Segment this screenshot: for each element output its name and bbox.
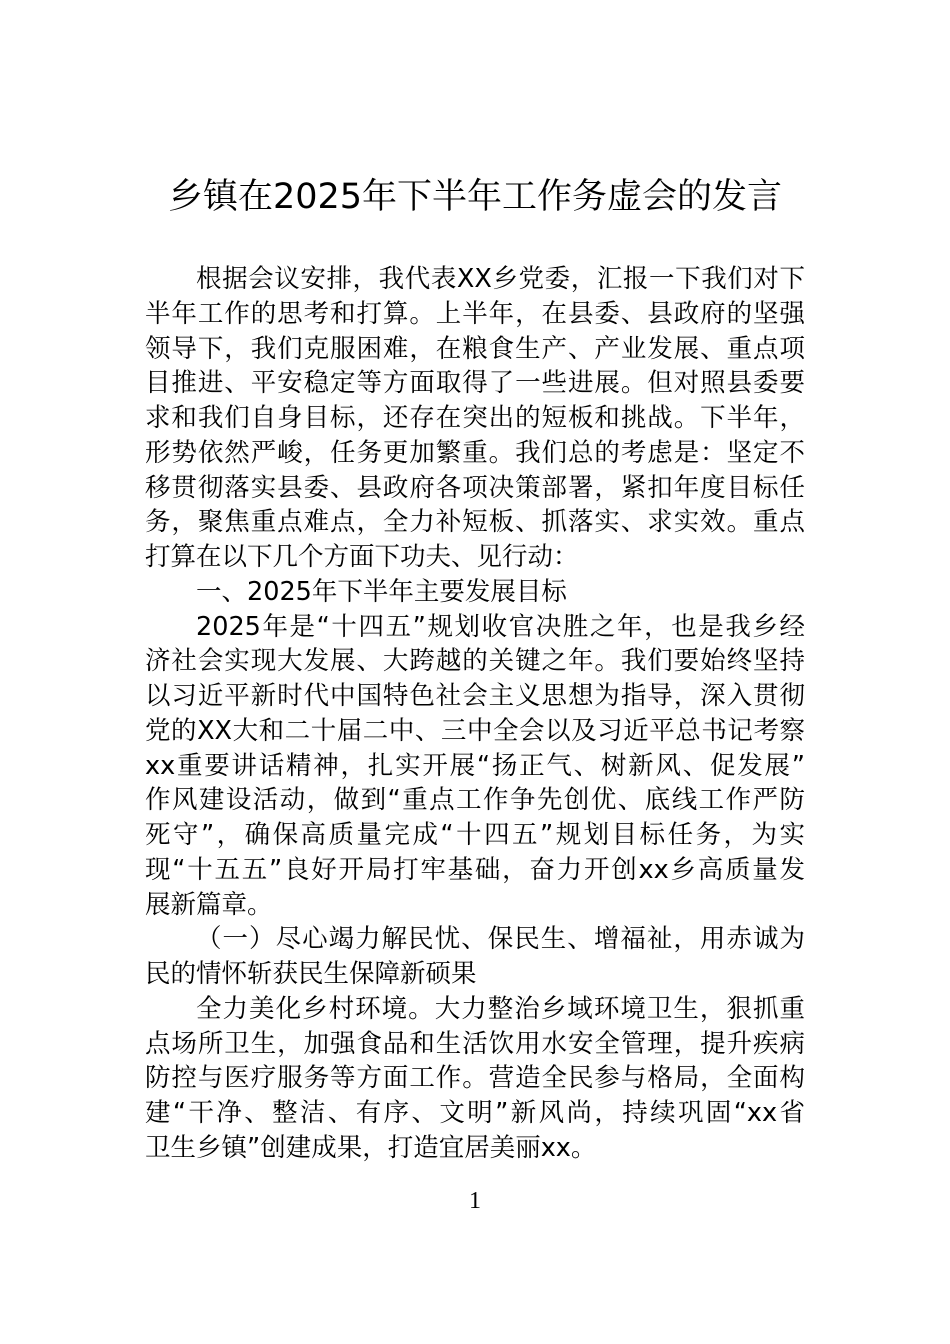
text-line: 点场所卫生，加强食品和生活饮用水安全管理，提升疾病 — [145, 1028, 805, 1059]
text-line: 展新篇章。 — [145, 889, 273, 920]
document-title: 乡镇在2025年下半年工作务虚会的发言 — [167, 177, 783, 217]
text-line: 半年工作的思考和打算。上半年，在县委、县政府的坚强 — [145, 298, 805, 329]
paragraph — [145, 575, 805, 610]
text-line: 死守”，确保高质量完成“十四五”规划目标任务，为实 — [145, 820, 805, 850]
text-line: 济社会实现大发展、大跨越的关键之年。我们要始终坚持 — [145, 646, 805, 677]
text-line: 目推进、平安稳定等方面取得了一些进展。但对照县委要 — [145, 368, 805, 399]
text-line: 防控与医疗服务等方面工作。营造全民参与格局，全面构 — [145, 1063, 805, 1094]
text-line: 移贯彻落实县委、县政府各项决策部署，紧扣年度目标任 — [145, 472, 805, 503]
paragraph — [145, 922, 805, 992]
paragraph — [145, 992, 805, 1166]
text-line: 卫生乡镇”创建成果，打造宜居美丽xx。 — [145, 1132, 597, 1163]
paragraph — [145, 610, 805, 923]
text-line: xx重要讲话精神，扎实开展“扬正气、树新风、促发展” — [145, 750, 805, 781]
text-line: 打算在以下几个方面下功夫、见行动： — [145, 542, 579, 572]
text-line: 作风建设活动，做到“重点工作争先创优、底线工作严防 — [145, 785, 805, 816]
document-body — [145, 262, 805, 1166]
text-line: 2025年是“十四五”规划收官决胜之年，也是我乡经 — [196, 611, 805, 642]
text-line: 以习近平新时代中国特色社会主义思想为指导，深入贯彻 — [145, 681, 805, 711]
text-line: 求和我们自身目标，还存在突出的短板和挑战。下半年， — [145, 403, 805, 433]
text-line: 现“十五五”良好开局打牢基础，奋力开创xx乡高质量发 — [145, 854, 805, 885]
text-line: 建“干净、整洁、有序、文明”新风尚，持续巩固“xx省 — [145, 1098, 805, 1128]
page-number: 1 — [469, 1188, 481, 1214]
text-line: 形势依然严峻，任务更加繁重。我们总的考虑是：坚定不 — [145, 437, 805, 468]
text-line: 根据会议安排，我代表XX乡党委，汇报一下我们对下 — [196, 264, 805, 294]
text-line: 全力美化乡村环境。大力整治乡域环境卫生，狠抓重 — [196, 993, 805, 1024]
text-line: 务，聚焦重点难点，全力补短板、抓落实、求实效。重点 — [145, 507, 805, 538]
text-line: （一）尽心竭力解民忧、保民生、增福祉，用赤诚为 — [196, 924, 805, 955]
text-line: 民的情怀斩获民生保障新硕果 — [145, 959, 477, 989]
text-line: 党的XX大和二十届二中、三中全会以及习近平总书记考察 — [145, 715, 805, 746]
text-line: 领导下，我们克服困难，在粮食生产、产业发展、重点项 — [145, 333, 805, 364]
paragraph — [145, 262, 805, 575]
text-line: 一、2025年下半年主要发展目标 — [196, 576, 567, 607]
